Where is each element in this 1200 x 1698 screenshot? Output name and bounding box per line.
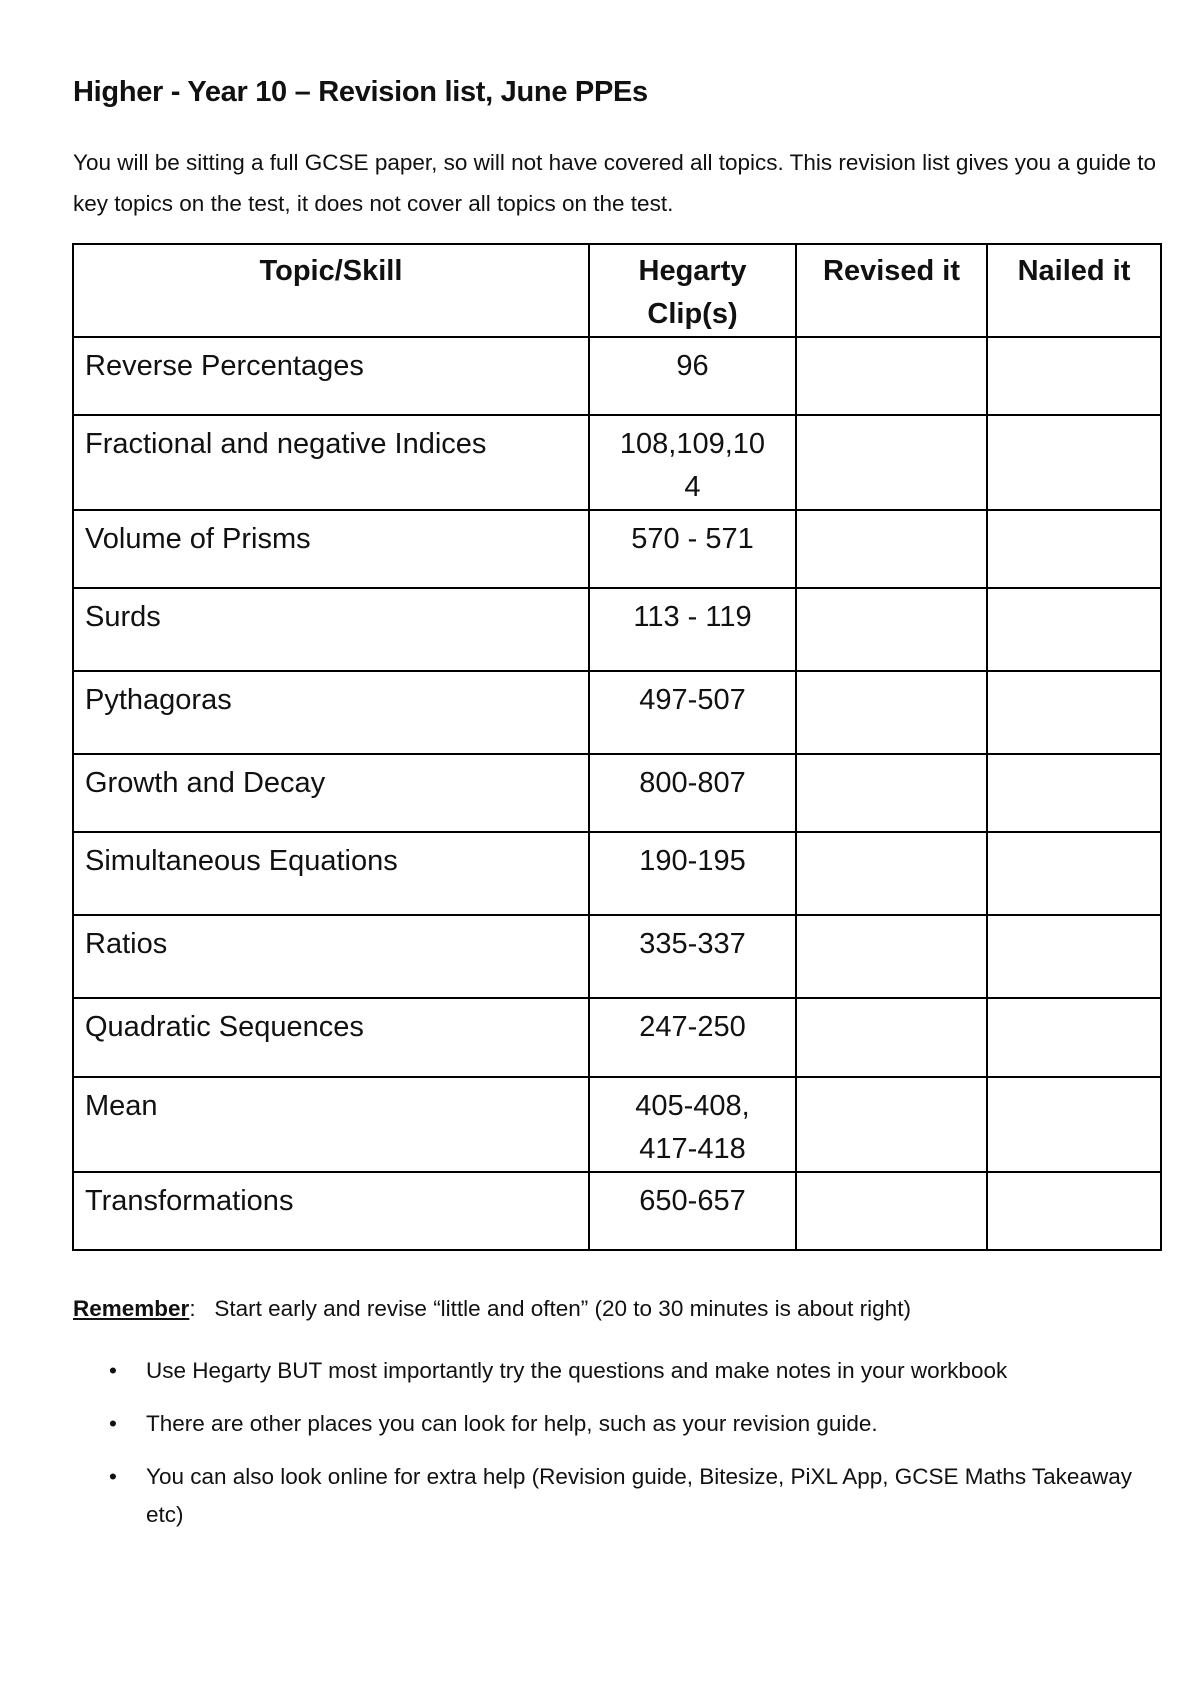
clip-cell xyxy=(589,415,796,510)
page-title: Higher - Year 10 – Revision list, June PPEs xyxy=(73,76,648,108)
revised-checkbox-cell[interactable] xyxy=(796,415,987,510)
topic-cell: Reverse Percentages xyxy=(73,337,589,415)
topic-cell: Pythagoras xyxy=(73,671,589,754)
remember-text: Start early and revise “little and often” (20 to 30 minutes is about right) xyxy=(214,1296,911,1321)
clip-cell: 190-195 xyxy=(589,832,796,915)
intro-paragraph: You will be sitting a full GCSE paper, so will not have covered all topics. This revision list gives you a guide to key topics on the test, it does not cover all topics on the test. xyxy=(73,150,1157,216)
topic-cell: Mean xyxy=(73,1077,589,1172)
topic-cell: Simultaneous Equations xyxy=(73,832,589,915)
revised-checkbox-cell[interactable] xyxy=(796,671,987,754)
revised-checkbox-cell[interactable] xyxy=(796,588,987,671)
clip-cell xyxy=(589,1077,796,1172)
nailed-checkbox-cell[interactable] xyxy=(987,415,1161,510)
clip-cell: 800-807 xyxy=(589,754,796,832)
clip-cell: 96 xyxy=(589,337,796,415)
clip-line1: 108,109,10 xyxy=(619,428,766,460)
topic-cell: Fractional and negative Indices xyxy=(73,415,589,510)
revised-checkbox-cell[interactable] xyxy=(796,998,987,1077)
tip-text: Use Hegarty BUT most importantly try the questions and make notes in your workbook xyxy=(146,1358,1008,1383)
topic-cell: Transformations xyxy=(73,1172,589,1250)
table-row xyxy=(73,1172,1161,1250)
clip-line1: 405-408, xyxy=(635,1090,750,1122)
nailed-checkbox-cell[interactable] xyxy=(987,754,1161,832)
clip-cell: 247-250 xyxy=(589,998,796,1077)
bullet-icon: • xyxy=(109,1464,117,1489)
clip-line2: 417-418 xyxy=(639,1133,746,1165)
table-header-row xyxy=(73,244,1161,337)
table-row xyxy=(73,998,1161,1077)
nailed-checkbox-cell[interactable] xyxy=(987,510,1161,588)
tip-text: You can also look online for extra help (Revision guide, Bitesize, PiXL App, GCSE Maths Takeaway etc) xyxy=(146,1464,1132,1527)
remember-colon: : xyxy=(189,1296,196,1321)
nailed-checkbox-cell[interactable] xyxy=(987,1172,1161,1250)
table-row xyxy=(73,1077,1161,1172)
table-row xyxy=(73,415,1161,510)
bullet-icon: • xyxy=(109,1411,117,1436)
tips-list xyxy=(73,1352,1158,1549)
topic-cell: Growth and Decay xyxy=(73,754,589,832)
list-item xyxy=(73,1405,1158,1443)
clip-line2: 4 xyxy=(684,471,701,503)
table-row xyxy=(73,510,1161,588)
table-row xyxy=(73,588,1161,671)
nailed-checkbox-cell[interactable] xyxy=(987,671,1161,754)
table-row xyxy=(73,671,1161,754)
revision-table xyxy=(72,243,1162,1251)
header-clips xyxy=(589,244,796,337)
topic-cell: Quadratic Sequences xyxy=(73,998,589,1077)
remember-line xyxy=(73,1296,911,1322)
nailed-checkbox-cell[interactable] xyxy=(987,998,1161,1077)
clip-cell: 570 - 571 xyxy=(589,510,796,588)
header-clips-line2: Clip(s) xyxy=(647,298,738,330)
revised-checkbox-cell[interactable] xyxy=(796,510,987,588)
table-row xyxy=(73,337,1161,415)
list-item xyxy=(73,1352,1158,1390)
clip-cell: 113 - 119 xyxy=(589,588,796,671)
topic-cell: Volume of Prisms xyxy=(73,510,589,588)
header-nailed xyxy=(987,244,1161,337)
topic-cell: Surds xyxy=(73,588,589,671)
revised-checkbox-cell[interactable] xyxy=(796,1172,987,1250)
nailed-checkbox-cell[interactable] xyxy=(987,915,1161,998)
header-topic xyxy=(73,244,589,337)
header-nailed-label: Nailed it xyxy=(1017,255,1131,287)
revised-checkbox-cell[interactable] xyxy=(796,1077,987,1172)
revised-checkbox-cell[interactable] xyxy=(796,337,987,415)
remember-label: Remember xyxy=(73,1296,190,1321)
header-topic-label: Topic/Skill xyxy=(259,255,403,287)
table-row xyxy=(73,754,1161,832)
header-revised xyxy=(796,244,987,337)
topic-cell: Ratios xyxy=(73,915,589,998)
clip-cell: 650-657 xyxy=(589,1172,796,1250)
bullet-icon: • xyxy=(109,1358,117,1383)
revised-checkbox-cell[interactable] xyxy=(796,754,987,832)
list-item xyxy=(73,1458,1158,1534)
revised-checkbox-cell[interactable] xyxy=(796,915,987,998)
tip-text: There are other places you can look for help, such as your revision guide. xyxy=(146,1411,878,1436)
table-row xyxy=(73,832,1161,915)
nailed-checkbox-cell[interactable] xyxy=(987,1077,1161,1172)
header-revised-label: Revised it xyxy=(823,255,960,287)
nailed-checkbox-cell[interactable] xyxy=(987,588,1161,671)
table-row xyxy=(73,915,1161,998)
clip-cell: 497-507 xyxy=(589,671,796,754)
nailed-checkbox-cell[interactable] xyxy=(987,337,1161,415)
revised-checkbox-cell[interactable] xyxy=(796,832,987,915)
clip-cell: 335-337 xyxy=(589,915,796,998)
nailed-checkbox-cell[interactable] xyxy=(987,832,1161,915)
header-clips-line1: Hegarty xyxy=(638,255,747,287)
